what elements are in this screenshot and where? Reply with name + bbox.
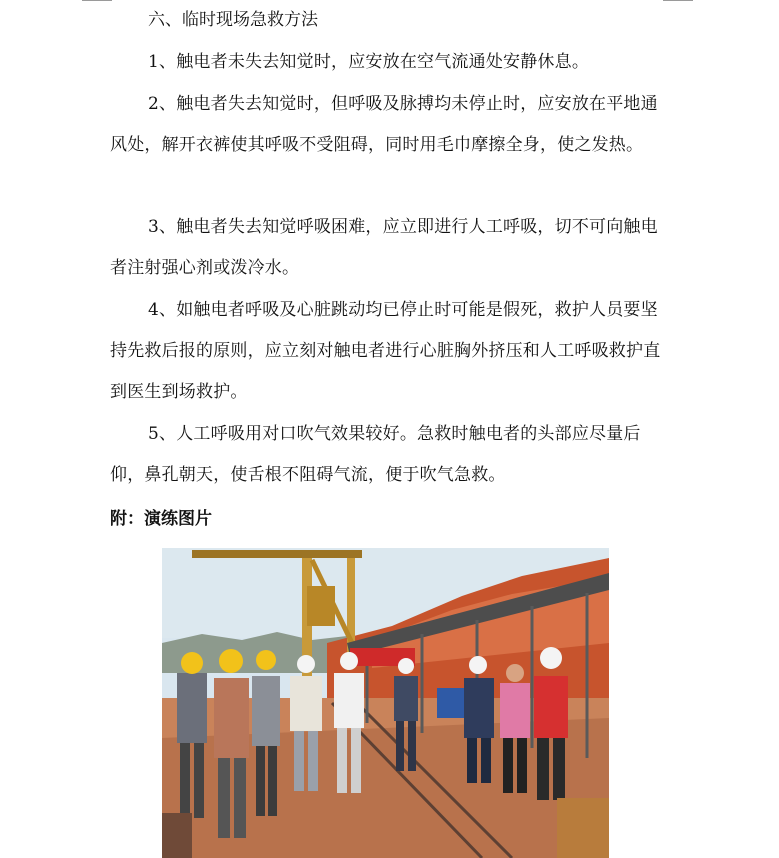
paragraph-5: 5、人工呼吸用对口吹气效果较好。急救时触电者的头部应尽量后仰，鼻孔朝天，使舌根不阻碍气流，便于吹气急救。 — [110, 424, 641, 485]
paragraph-2: 2、触电者失去知觉时，但呼吸及脉搏均未停止时，应安放在平地通风处，解开衣裤使其呼吸不受阻碍，同时用毛巾摩擦全身，使之发热。 — [110, 94, 658, 155]
page-corner-mark-right — [663, 0, 693, 1]
appendix-label: 附：演练图片 — [110, 509, 212, 529]
paragraph-4: 4、如触电者呼吸及心脏跳动均已停止时可能是假死，救护人员要坚持先救后报的原则，应立刻对触电者进行心脏胸外挤压和人工呼吸救护直到医生到场救护。 — [110, 300, 661, 402]
page-corner-mark-left — [82, 0, 112, 1]
paragraph-3: 3、触电者失去知觉呼吸困难，应立即进行人工呼吸，切不可向触电者注射强心剂或泼冷水。 — [110, 217, 658, 278]
drill-photo — [162, 548, 609, 858]
paragraph-1: 1、触电者未失去知觉时，应安放在空气流通处安静休息。 — [148, 52, 590, 72]
section-heading: 六、临时现场急救方法 — [148, 10, 318, 30]
